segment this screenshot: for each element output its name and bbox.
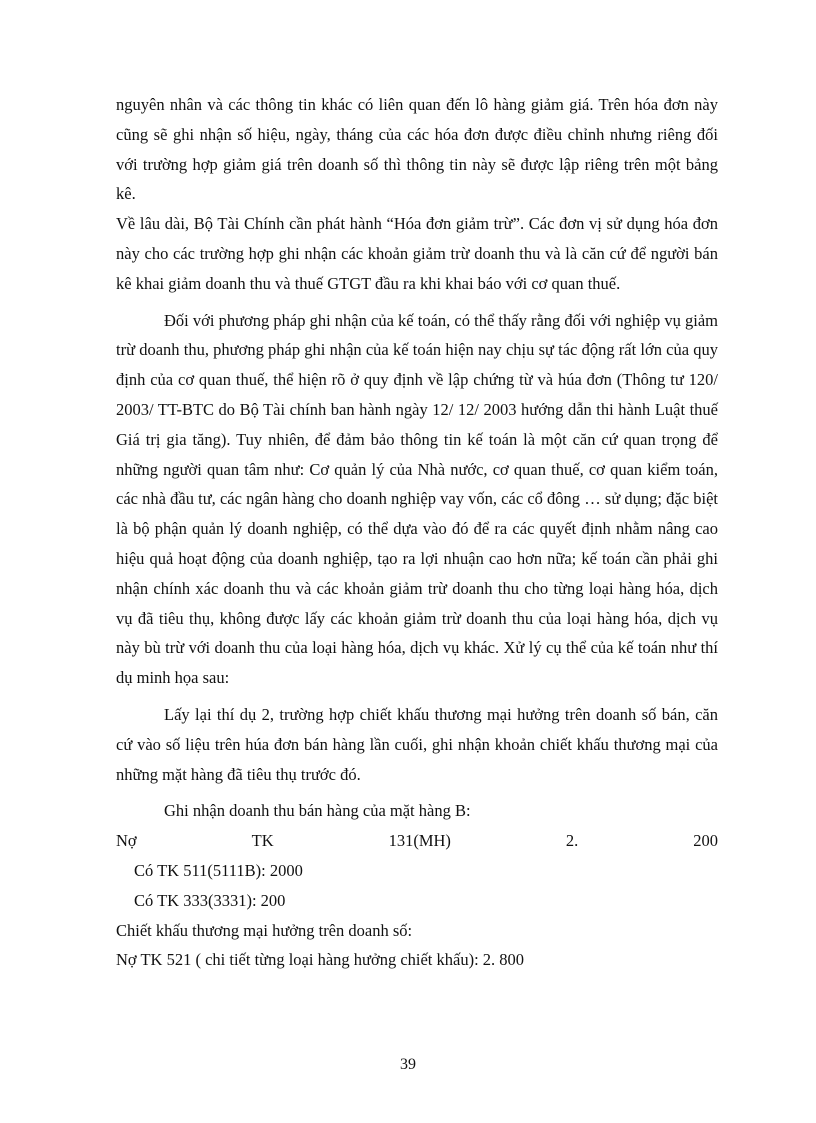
entry-debit-tk: TK [251,831,274,851]
paragraph-long-term: Về lâu dài, Bộ Tài Chính cần phát hành “Hóa đơn giảm trừ”. Các đơn vị sử dụng hóa đơn này cho các trường hợp ghi nhận các khoản giảm trừ doanh thu và là căn cứ để người bán kê khai giảm doanh thu và thuế GTGT đầu ra khi khai báo với cơ quan thuế. [116,214,718,293]
paragraph-example-2: Lấy lại thí dụ 2, trường hợp chiết khấu thương mại hưởng trên doanh số bán, căn cứ vào số liệu trên húa đơn bán hàng lần cuối, ghi nhận khoản chiết khấu thương mại của những mặt hàng đã tiêu thụ trước đó. [116,704,718,784]
page-content [116,90,718,975]
entry-debit-amount-part2: 200 [693,831,718,851]
paragraph-continuation: nguyên nhân và các thông tin khác có liên quan đến lô hàng giảm giá. Trên hóa đơn này cũng sẽ ghi nhận số hiệu, ngày, tháng của các hóa đơn được điều chỉnh nhưng riêng đối với trường hợp giảm giá trên doanh số thì thông tin này sẽ được lập riêng trên một bảng kê. [116,95,718,204]
page-number: 39 [400,1056,416,1073]
paragraph-revenue-b: Ghi nhận doanh thu bán hàng của mặt hàng B: [164,801,471,821]
journal-entry-credit-511: Có TK 511(5111B): 2000 [134,860,303,880]
entry-debit-label: Nợ [116,831,137,851]
entry-debit-amount-part1: 2. [565,831,579,851]
discount-heading: Chiết khấu thương mại hưởng trên doanh số: [116,920,413,940]
journal-entry-discount: Nợ TK 521 ( chi tiết từng loại hàng hưởng chiết khấu): 2. 800 [116,950,525,970]
journal-entry-credit-333: Có TK 333(3331): 200 [134,890,286,910]
journal-entry-debit [116,826,718,856]
paragraph-accounting-method: Đối với phương pháp ghi nhận của kế toán, có thể thấy rằng đối với nghiệp vụ giảm trừ doanh thu, phương pháp ghi nhận của kế toán hiện nay chịu sự tác động rất lớn của quy định của cơ quan thuế, thể hiện rõ ở quy định về lập chứng từ và húa đơn (Thông tư 120/ 2003/ TT-BTC do Bộ Tài chính ban hành ngày 12/ 12/ 2003 hướng dẫn thi hành Luật thuế Giá trị gia tăng). Tuy nhiên, để đảm bảo thông tin kế toán là một căn cứ quan trọng để những người quan tâm như: Cơ quản lý của Nhà nước, cơ quan thuế, cơ quan kiểm toán, các nhà đầu tư, các ngân hàng cho doanh nghiệp vay vốn, các cổ đông … sử dụng; đặc biệt là bộ phận quản lý doanh nghiệp, có thể dựa vào đó để ra các quyết định nhằm nâng cao hiệu quả hoạt động của doanh nghiệp, tạo ra lợi nhuận cao hơn nữa; kế toán cần phải ghi nhận chính xác doanh thu và các khoản giảm trừ doanh thu cho từng loại hàng hóa, dịch vụ đã tiêu thụ, không được lấy các khoản giảm trừ doanh thu của loại hàng hóa, dịch vụ này bù trừ với doanh thu của loại hàng hóa, dịch vụ khác. Xử lý cụ thể của kế toán như thí dụ minh họa sau: [116,310,718,688]
entry-debit-account: 131(MH) [388,831,451,851]
